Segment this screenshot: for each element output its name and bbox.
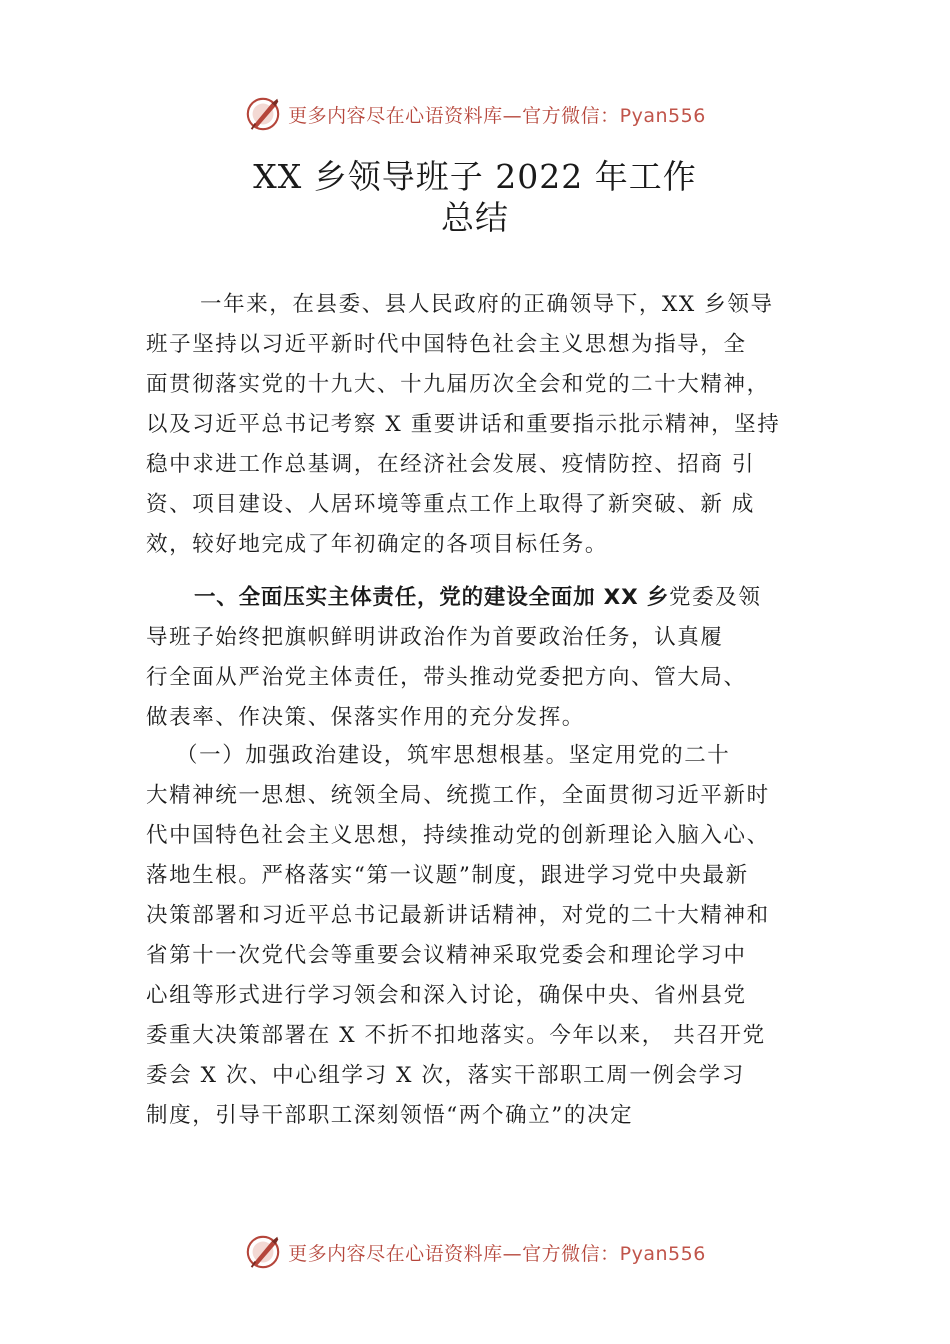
- document-title-line-1: XX 乡领导班子 2022 年工作: [253, 157, 697, 196]
- text-line: 大精神统一思想、统领全局、统揽工作，全面贯彻习近平新时: [146, 783, 770, 808]
- quill-pen-icon: [244, 95, 282, 133]
- text-line: 行全面从严治党主体责任，带头推动党委把方向、管大局、: [146, 665, 747, 690]
- document-title-line-2: 总结: [441, 198, 509, 237]
- section-heading: 一、全面压实主体责任，党的建设全面加 XX 乡: [194, 585, 670, 610]
- text-line: 委重大决策部署在 X 不折不扣地落实。今年以来， 共召开党: [146, 1023, 766, 1048]
- watermark-text: 更多内容尽在心语资料库—官方微信：Pyan556: [288, 1242, 706, 1265]
- text-line: 稳中求进工作总基调，在经济社会发展、疫情防控、招商 引: [146, 452, 756, 477]
- text-line: 落地生根。严格落实“第一议题”制度，跟进学习党中央最新: [146, 863, 749, 888]
- text-line: 代中国特色社会主义思想，持续推动党的创新理论入脑入心、: [146, 823, 770, 848]
- watermark-text: 更多内容尽在心语资料库—官方微信：Pyan556: [288, 104, 706, 127]
- quill-pen-icon: [244, 1233, 282, 1271]
- text-line: 以及习近平总书记考察 X 重要讲话和重要指示批示精神，坚持: [146, 412, 781, 437]
- text-line: 心组等形式进行学习领会和深入讨论，确保中央、省州县党: [146, 983, 747, 1008]
- text-line: 决策部署和习近平总书记最新讲话精神，对党的二十大精神和: [146, 903, 770, 928]
- text-line: 效，较好地完成了年初确定的各项目标任务。: [146, 532, 609, 557]
- text-line: 委会 X 次、中心组学习 X 次，落实干部职工周一例会学习: [146, 1063, 745, 1088]
- text-line: （一）加强政治建设，筑牢思想根基。坚定用党的二十: [176, 743, 731, 768]
- text-line: 班子坚持以习近平新时代中国特色社会主义思想为指导，全: [146, 332, 747, 357]
- watermark-bottom: [0, 1232, 950, 1272]
- text-line: 面贯彻落实党的十九大、十九届历次全会和党的二十大精神，: [146, 372, 770, 397]
- section-heading-continuation: 党委及领: [669, 585, 762, 610]
- text-line: 省第十一次党代会等重要会议精神采取党委会和理论学习中: [146, 943, 747, 968]
- text-line: 做表率、作决策、保落实作用的充分发挥。: [146, 705, 585, 730]
- text-line: 导班子始终把旗帜鲜明讲政治作为首要政治任务，认真履: [146, 625, 724, 650]
- text-line: 制度，引导干部职工深刻领悟“两个确立”的决定: [146, 1103, 634, 1128]
- text-line: 资、项目建设、人居环境等重点工作上取得了新突破、新 成: [146, 492, 756, 517]
- watermark-top: [0, 94, 950, 134]
- section-heading-line: [194, 583, 761, 613]
- text-line: 一年来，在县委、县人民政府的正确领导下，XX 乡领导: [200, 292, 774, 317]
